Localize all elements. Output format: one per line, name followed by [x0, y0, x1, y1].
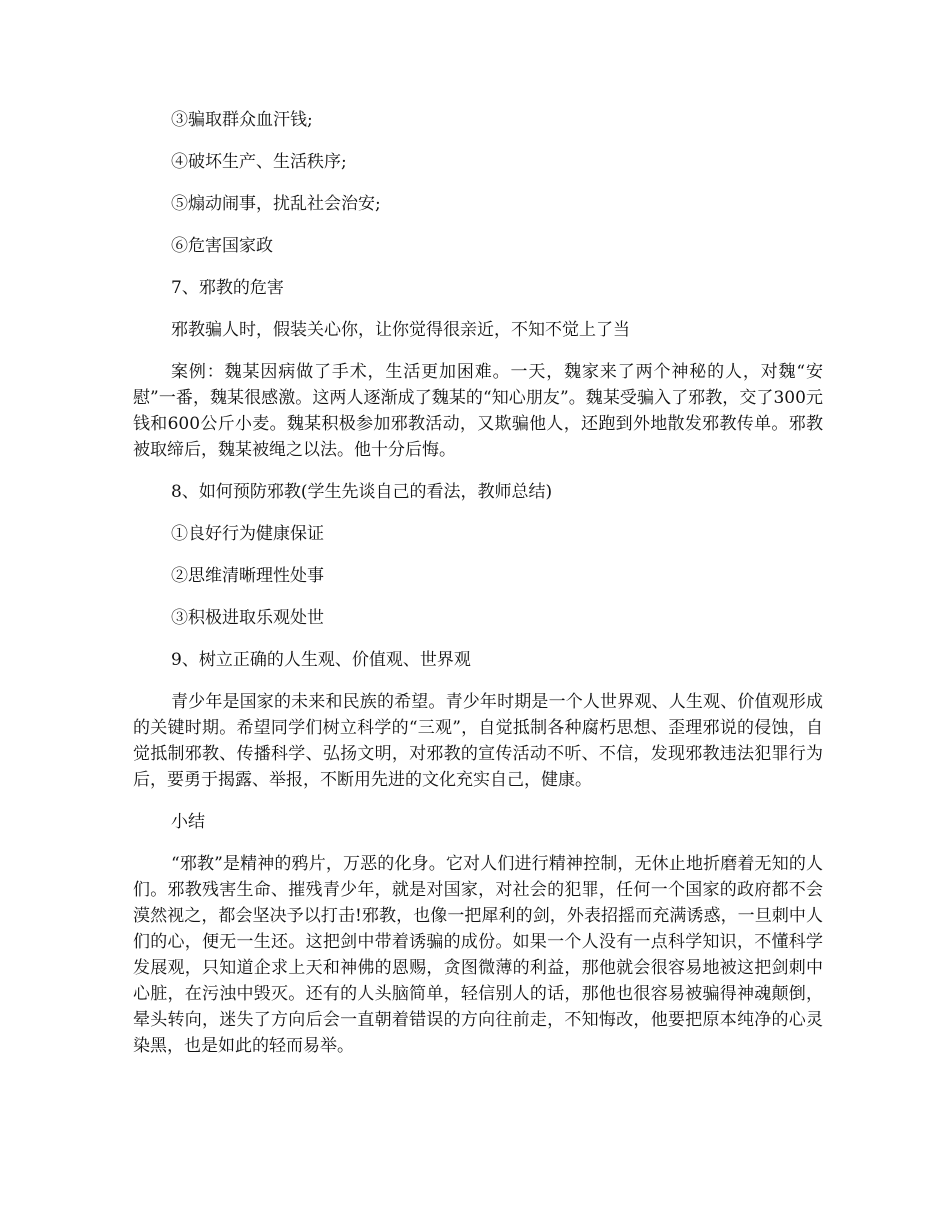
section-heading-8: 8、如何预防邪教(学生先谈自己的看法，教师总结) [171, 482, 553, 502]
list-item-5: ⑤煽动闹事，扰乱社会治安; [171, 194, 381, 214]
summary-heading: 小结 [171, 812, 205, 832]
paragraph-summary: “邪教”是精神的鸦片，万恶的化身。它对人们进行精神控制，无休止地折磨着无知的人们。邪教残害生命、摧残青少年，就是对国家，对社会的犯罪，任何一个国家的政府都不会漠然视之，都会坚决予以打击!邪教，也像一把犀利的剑，外表招摇而充满诱惑，一旦刺中人们的心，便无一生还。这把剑中带着诱骗的成份。如果一个人没有一点科学知识，不懂科学发展观，只知道企求上天和神佛的恩赐，贪图微薄的利益，那他就会很容易地被这把剑刺中心脏，在污浊中毁灭。还有的人头脑简单，轻信别人的话，那他也很容易被骗得神魂颠倒，晕头转向，迷失了方向后会一直朝着错误的方向往前走，不知悔改，他要把原本纯净的心灵染黑，也是如此的轻而易举。 [133, 854, 823, 1056]
prevention-item-2: ②思维清晰理性处事 [171, 566, 324, 586]
section-heading-7: 7、邪教的危害 [171, 278, 284, 298]
paragraph-youth: 青少年是国家的未来和民族的希望。青少年时期是一个人世界观、人生观、价值观形成的关键时期。希望同学们树立科学的“三观”，自觉抵制各种腐朽思想、歪理邪说的侵蚀，自觉抵制邪教、传播科学、弘扬文明，对邪教的宣传活动不听、不信，发现邪教违法犯罪行为后，要勇于揭露、举报，不断用先进的文化充实自己，健康。 [133, 692, 823, 790]
list-item-6: ⑥危害国家政 [171, 236, 273, 256]
prevention-item-3: ③积极进取乐观处世 [171, 608, 324, 628]
list-item-4: ④破坏生产、生活秩序; [171, 152, 347, 172]
section-heading-9: 9、树立正确的人生观、价值观、世界观 [171, 650, 471, 670]
prevention-item-1: ①良好行为健康保证 [171, 524, 324, 544]
document-body [133, 107, 823, 1075]
list-item-3: ③骗取群众血汗钱; [171, 110, 313, 130]
paragraph-case: 案例：魏某因病做了手术，生活更加困难。一天，魏家来了两个神秘的人，对魏“安慰”一番，魏某很感激。这两人逐渐成了魏某的“知心朋友”。魏某受骗入了邪教，交了300元钱和600公斤小麦。魏某积极参加邪教活动，又欺骗他人，还跑到外地散发邪教传单。邪教被取缔后，魏某被绳之以法。他十分后悔。 [133, 362, 823, 460]
paragraph-intro: 邪教骗人时，假装关心你，让你觉得很亲近，不知不觉上了当 [171, 320, 630, 340]
